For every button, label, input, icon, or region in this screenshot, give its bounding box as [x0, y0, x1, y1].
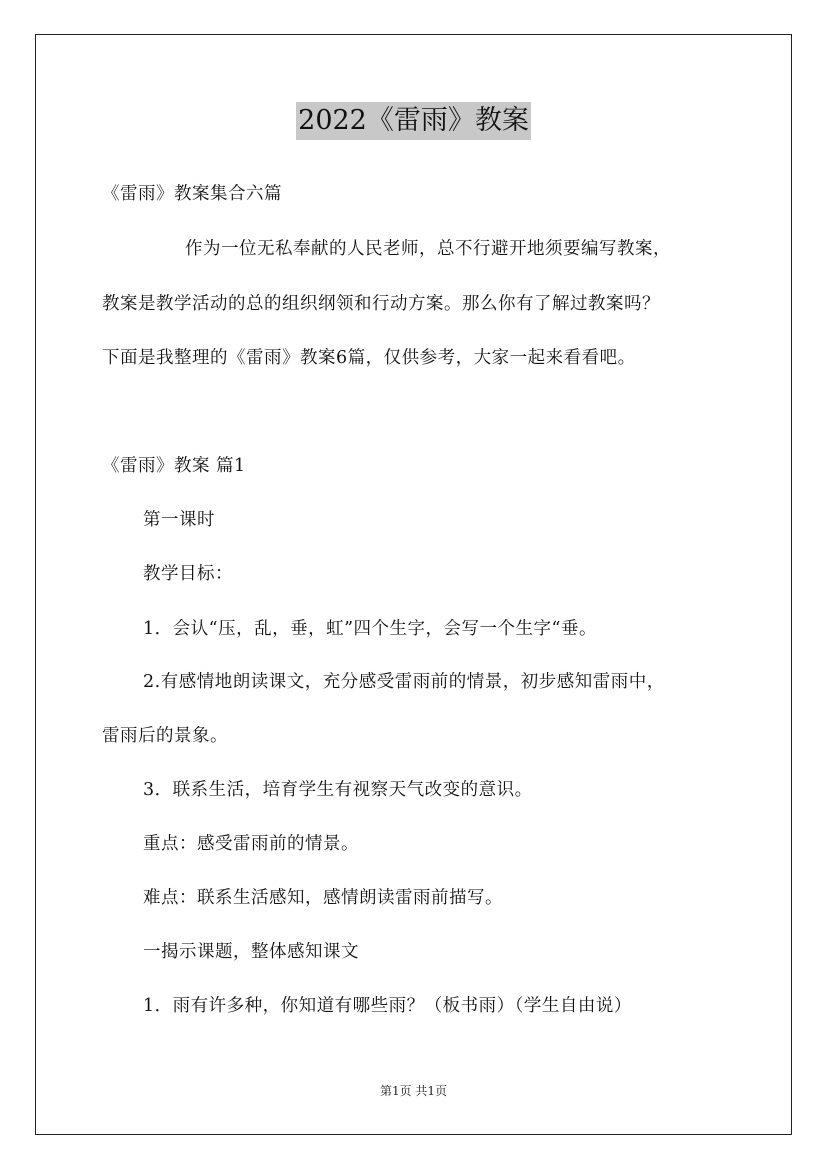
intro-line-3: 下面是我整理的《雷雨》教案6篇，仅供参考，大家一起来看看吧。 — [102, 348, 636, 368]
page-footer: 第1页 共1页 — [379, 1084, 448, 1098]
goal-1: 1．会认“压，乱，垂，虹”四个生字，会写一个生字“垂。 — [143, 619, 597, 639]
document-title: 2022《雷雨》教案 — [296, 102, 531, 140]
goal-3: 3．联系生活，培育学生有视察天气改变的意识。 — [143, 780, 533, 800]
step-1-item-1: 1．雨有许多种，你知道有哪些雨？（板书雨）（学生自由说） — [143, 996, 632, 1016]
lesson-label: 第一课时 — [143, 510, 215, 530]
subtitle: 《雷雨》教案集合六篇 — [102, 184, 282, 204]
goal-2-line-2: 雷雨后的景象。 — [102, 726, 228, 746]
intro-line-1: 作为一位无私奉献的人民老师，总不行避开地须要编写教案， — [185, 239, 671, 259]
goals-label: 教学目标： — [143, 564, 233, 584]
goal-2-line-1: 2.有感情地朗读课文，充分感受雷雨前的情景，初步感知雷雨中， — [143, 672, 665, 692]
section-heading: 《雷雨》教案 篇1 — [102, 456, 246, 476]
difficulty: 难点：联系生活感知，感情朗读雷雨前描写。 — [143, 888, 503, 908]
step-1-heading: 一揭示课题，整体感知课文 — [143, 942, 359, 962]
title-container — [0, 102, 827, 140]
key-point: 重点：感受雷雨前的情景。 — [143, 834, 359, 854]
intro-line-2: 教案是教学活动的总的组织纲领和行动方案。那么你有了解过教案吗？ — [102, 294, 660, 314]
